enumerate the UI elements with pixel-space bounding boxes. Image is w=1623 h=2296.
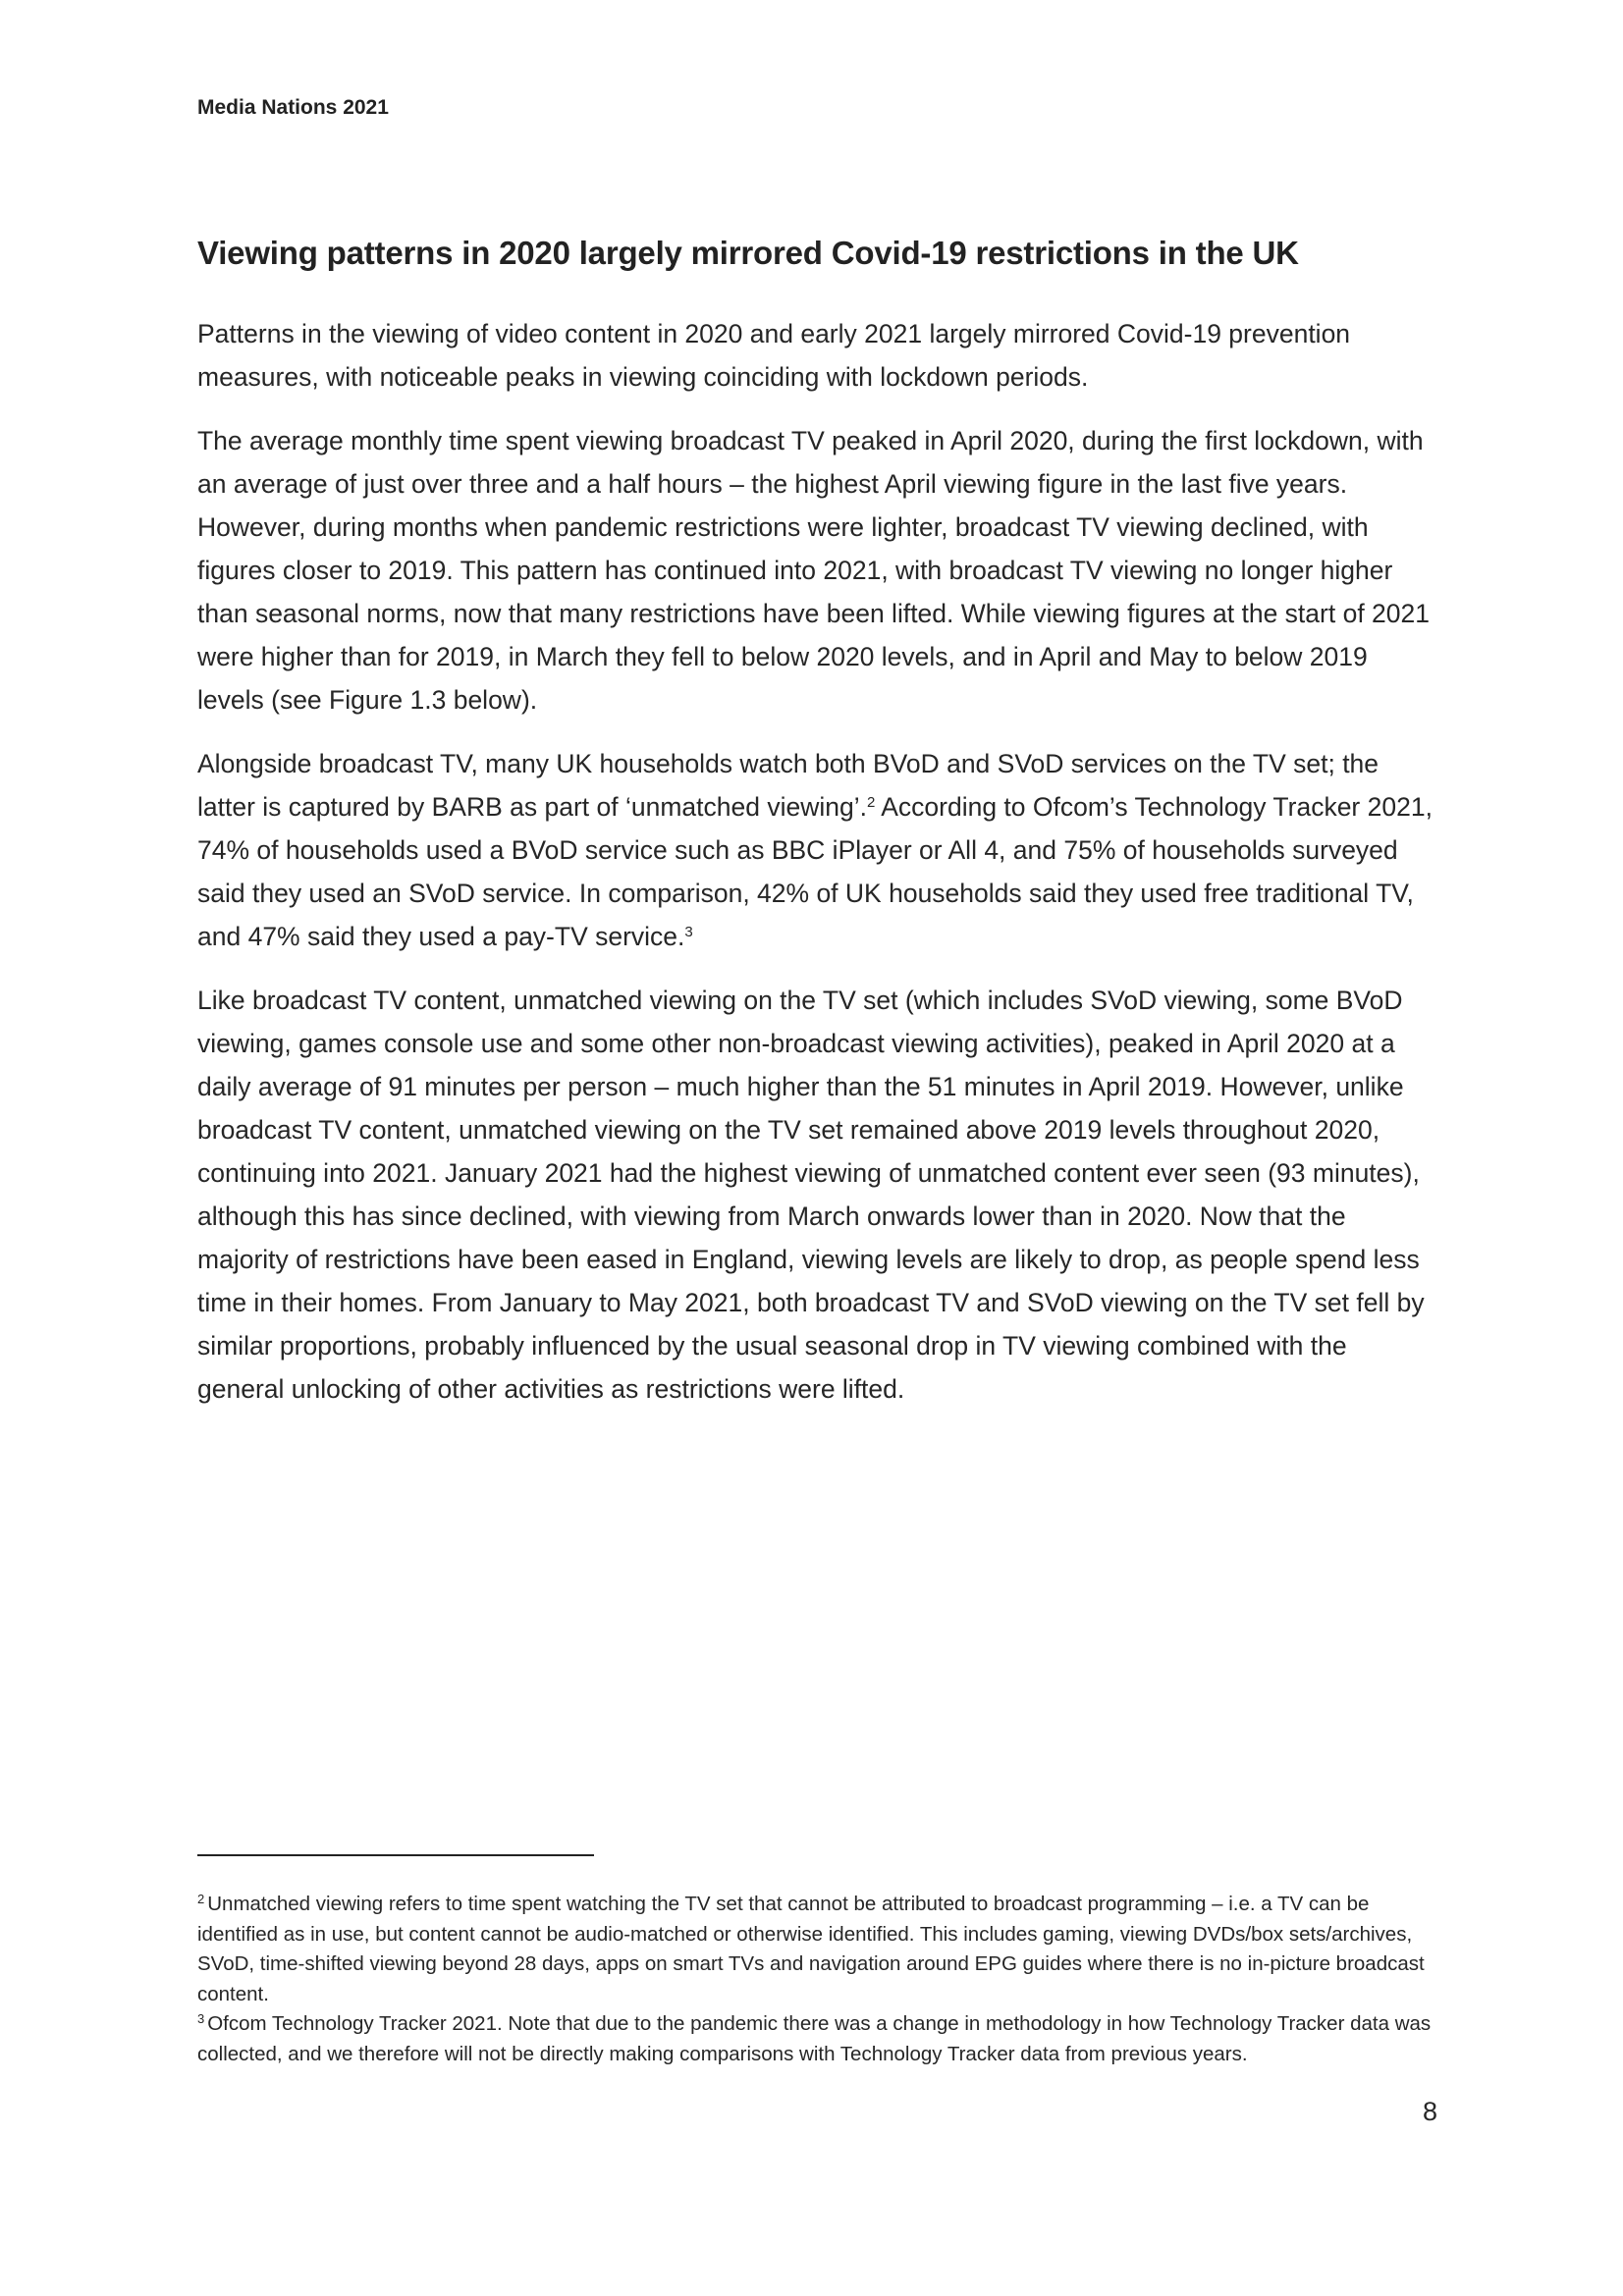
footnotes — [197, 1890, 1436, 2069]
paragraph-4: Like broadcast TV content, unmatched viewing on the TV set (which includes SVoD viewing, some BVoD viewing, games console use and some other non-broadcast viewing activities), peaked in April 2020 at a daily average of 91 minutes per person – much higher than the 51 minutes in April 2019. However, unlike broadcast TV content, unmatched viewing on the TV set remained above 2019 levels throughout 2020, continuing into 2021. January 2021 had the highest viewing of unmatched content ever seen (93 minutes), although this has since declined, with viewing from March onwards lower than in 2020. Now that the majority of restrictions have been eased in England, viewing levels are likely to drop, as people spend less time in their homes. From January to May 2021, both broadcast TV and SVoD viewing on the TV set fell by similar proportions, probably influenced by the usual seasonal drop in TV viewing combined with the general unlocking of other activities as restrictions were lifted. — [197, 986, 1425, 1404]
section-title: Viewing patterns in 2020 largely mirrored Covid-19 restrictions in the UK — [197, 235, 1299, 271]
running-header: Media Nations 2021 — [197, 96, 389, 119]
footnote-2 — [197, 1890, 1436, 2009]
footnote-text: Unmatched viewing refers to time spent watching the TV set that cannot be attributed to broadcast programming – i.e. a TV can be identified as in use, but content cannot be audio-matched or otherwise identified. This includes gaming, viewing DVDs/box sets/archives, SVoD, time-shifted viewing beyond 28 days, apps on smart TVs and navigation around EPG guides where there is no in-picture broadcast content. — [197, 1893, 1425, 2005]
footnote-text: Ofcom Technology Tracker 2021. Note that due to the pandemic there was a change in methodology in how Technology Tracker data was collected, and we therefore will not be directly making comparisons with Technology Tracker data from previous years. — [197, 2012, 1432, 2065]
page-number: 8 — [1422, 2097, 1437, 2126]
paragraph-3-text-before: Alongside broadcast TV, many UK households watch both BVoD and SVoD services on the TV set; the latter is captured by BARB as part of ‘unmatched viewing’. — [197, 749, 1380, 822]
footnote-3 — [197, 2009, 1436, 2069]
footnote-ref-3[interactable]: 3 — [684, 924, 693, 940]
footnote-ref-2[interactable]: 2 — [866, 794, 876, 811]
paragraph-1: Patterns in the viewing of video content in 2020 and early 2021 largely mirrored Covid-19 prevention measures, with noticeable peaks in viewing coinciding with lockdown periods. — [197, 319, 1351, 392]
footnote-marker: 3 — [197, 2011, 205, 2026]
paragraph-3-text-after: According to Ofcom’s Technology Tracker 2021, 74% of households used a BVoD service such as BBC iPlayer or All 4, and 75% of households surveyed said they used an SVoD service. In comparison, 42% of UK households said they used free traditional TV, and 47% said they used a pay-TV service. — [197, 792, 1433, 951]
footnote-marker: 2 — [197, 1892, 205, 1906]
paragraph-3 — [197, 742, 1436, 958]
body-text — [197, 312, 1436, 1431]
paragraph-2: The average monthly time spent viewing broadcast TV peaked in April 2020, during the first lockdown, with an average of just over three and a half hours – the highest April viewing figure in the last five years. However, during months when pandemic restrictions were lighter, broadcast TV viewing declined, with figures closer to 2019. This pattern has continued into 2021, with broadcast TV viewing no longer higher than seasonal norms, now that many restrictions have been lifted. While viewing figures at the start of 2021 were higher than for 2019, in March they fell to below 2020 levels, and in April and May to below 2019 levels (see Figure 1.3 below). — [197, 426, 1430, 715]
footnote-divider — [197, 1854, 594, 1856]
